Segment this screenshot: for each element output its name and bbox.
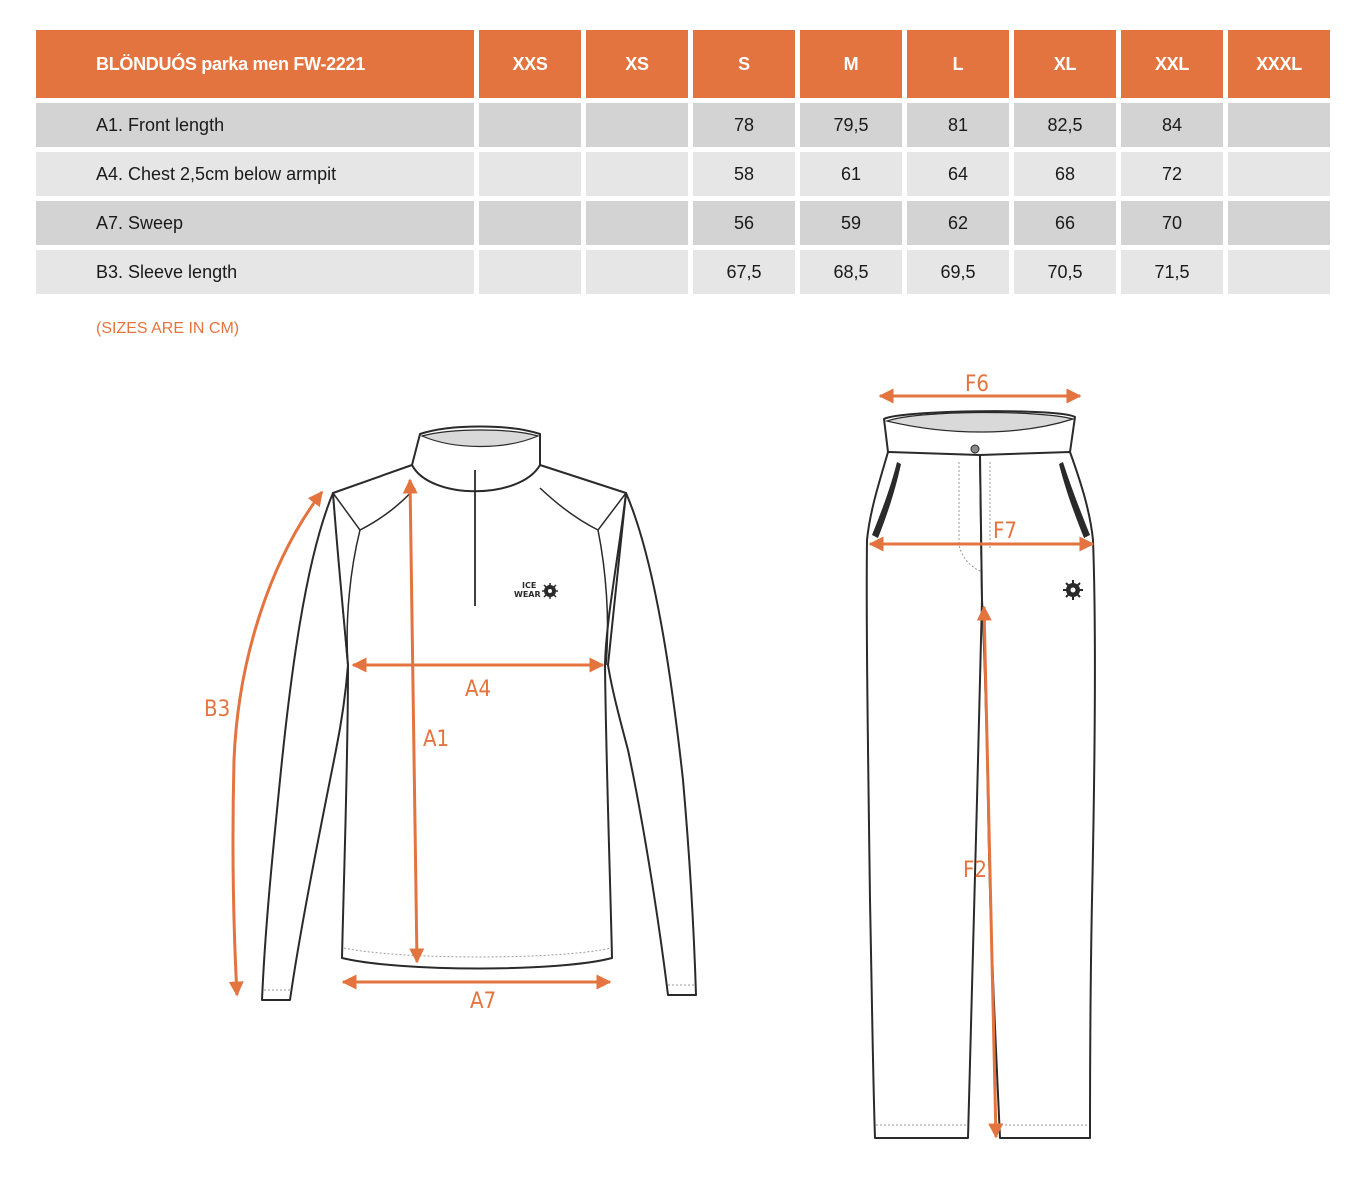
measurement-value: 72: [1121, 152, 1223, 196]
measurement-value: 56: [693, 201, 795, 245]
measurement-value: 59: [800, 201, 902, 245]
measurement-value: 70,5: [1014, 250, 1116, 294]
measurement-value: 82,5: [1014, 103, 1116, 147]
jacket-illustration: [262, 427, 696, 1001]
measurement-value: 78: [693, 103, 795, 147]
pants-left-leg: [867, 452, 982, 1138]
size-header: XXS: [479, 30, 581, 98]
measurement-label: B3. Sleeve length: [36, 250, 474, 294]
measurement-value: 61: [800, 152, 902, 196]
pants-illustration: [867, 411, 1095, 1138]
size-header: XXL: [1121, 30, 1223, 98]
snowflake-icon: [542, 583, 558, 599]
measurement-value: 84: [1121, 103, 1223, 147]
f6-label: F6: [965, 372, 989, 397]
a1-label: A1: [423, 727, 450, 752]
f2-label: F2: [963, 858, 987, 883]
b3-label: B3: [204, 697, 231, 722]
measurement-label: A4. Chest 2,5cm below armpit: [36, 152, 474, 196]
measurement-value: 79,5: [800, 103, 902, 147]
f7-label: F7: [993, 519, 1017, 544]
measurement-value: 81: [907, 103, 1009, 147]
measurement-label: A7. Sweep: [36, 201, 474, 245]
jacket-left-sleeve: [262, 493, 348, 1000]
measurement-value: 64: [907, 152, 1009, 196]
units-note: (SIZES ARE IN CM): [96, 320, 240, 337]
size-header: XXXL: [1228, 30, 1330, 98]
table-title: BLÖNDUÓS parka men FW-2221: [36, 30, 474, 98]
jacket-body: [333, 465, 626, 969]
a4-label: A4: [465, 677, 492, 702]
measurement-value: 62: [907, 201, 1009, 245]
measurement-value: 71,5: [1121, 250, 1223, 294]
a7-label: A7: [470, 989, 497, 1014]
measurement-label: A1. Front length: [36, 103, 474, 147]
size-header: M: [800, 30, 902, 98]
measurement-value: 68: [1014, 152, 1116, 196]
logo-text-bottom: WEAR: [514, 590, 541, 599]
measurement-value: 58: [693, 152, 795, 196]
logo-text-top: ICE: [522, 581, 537, 590]
measurement-value: 67,5: [693, 250, 795, 294]
measurement-value: 68,5: [800, 250, 902, 294]
snowflake-icon: [1063, 580, 1083, 600]
measurement-value: 70: [1121, 201, 1223, 245]
size-header: L: [907, 30, 1009, 98]
size-header: XS: [586, 30, 688, 98]
size-header: XL: [1014, 30, 1116, 98]
jacket-right-sleeve: [608, 493, 696, 995]
size-header: S: [693, 30, 795, 98]
pants-right-leg: [980, 452, 1095, 1138]
measurement-value: 66: [1014, 201, 1116, 245]
measurement-value: 69,5: [907, 250, 1009, 294]
pants-button: [971, 445, 979, 453]
